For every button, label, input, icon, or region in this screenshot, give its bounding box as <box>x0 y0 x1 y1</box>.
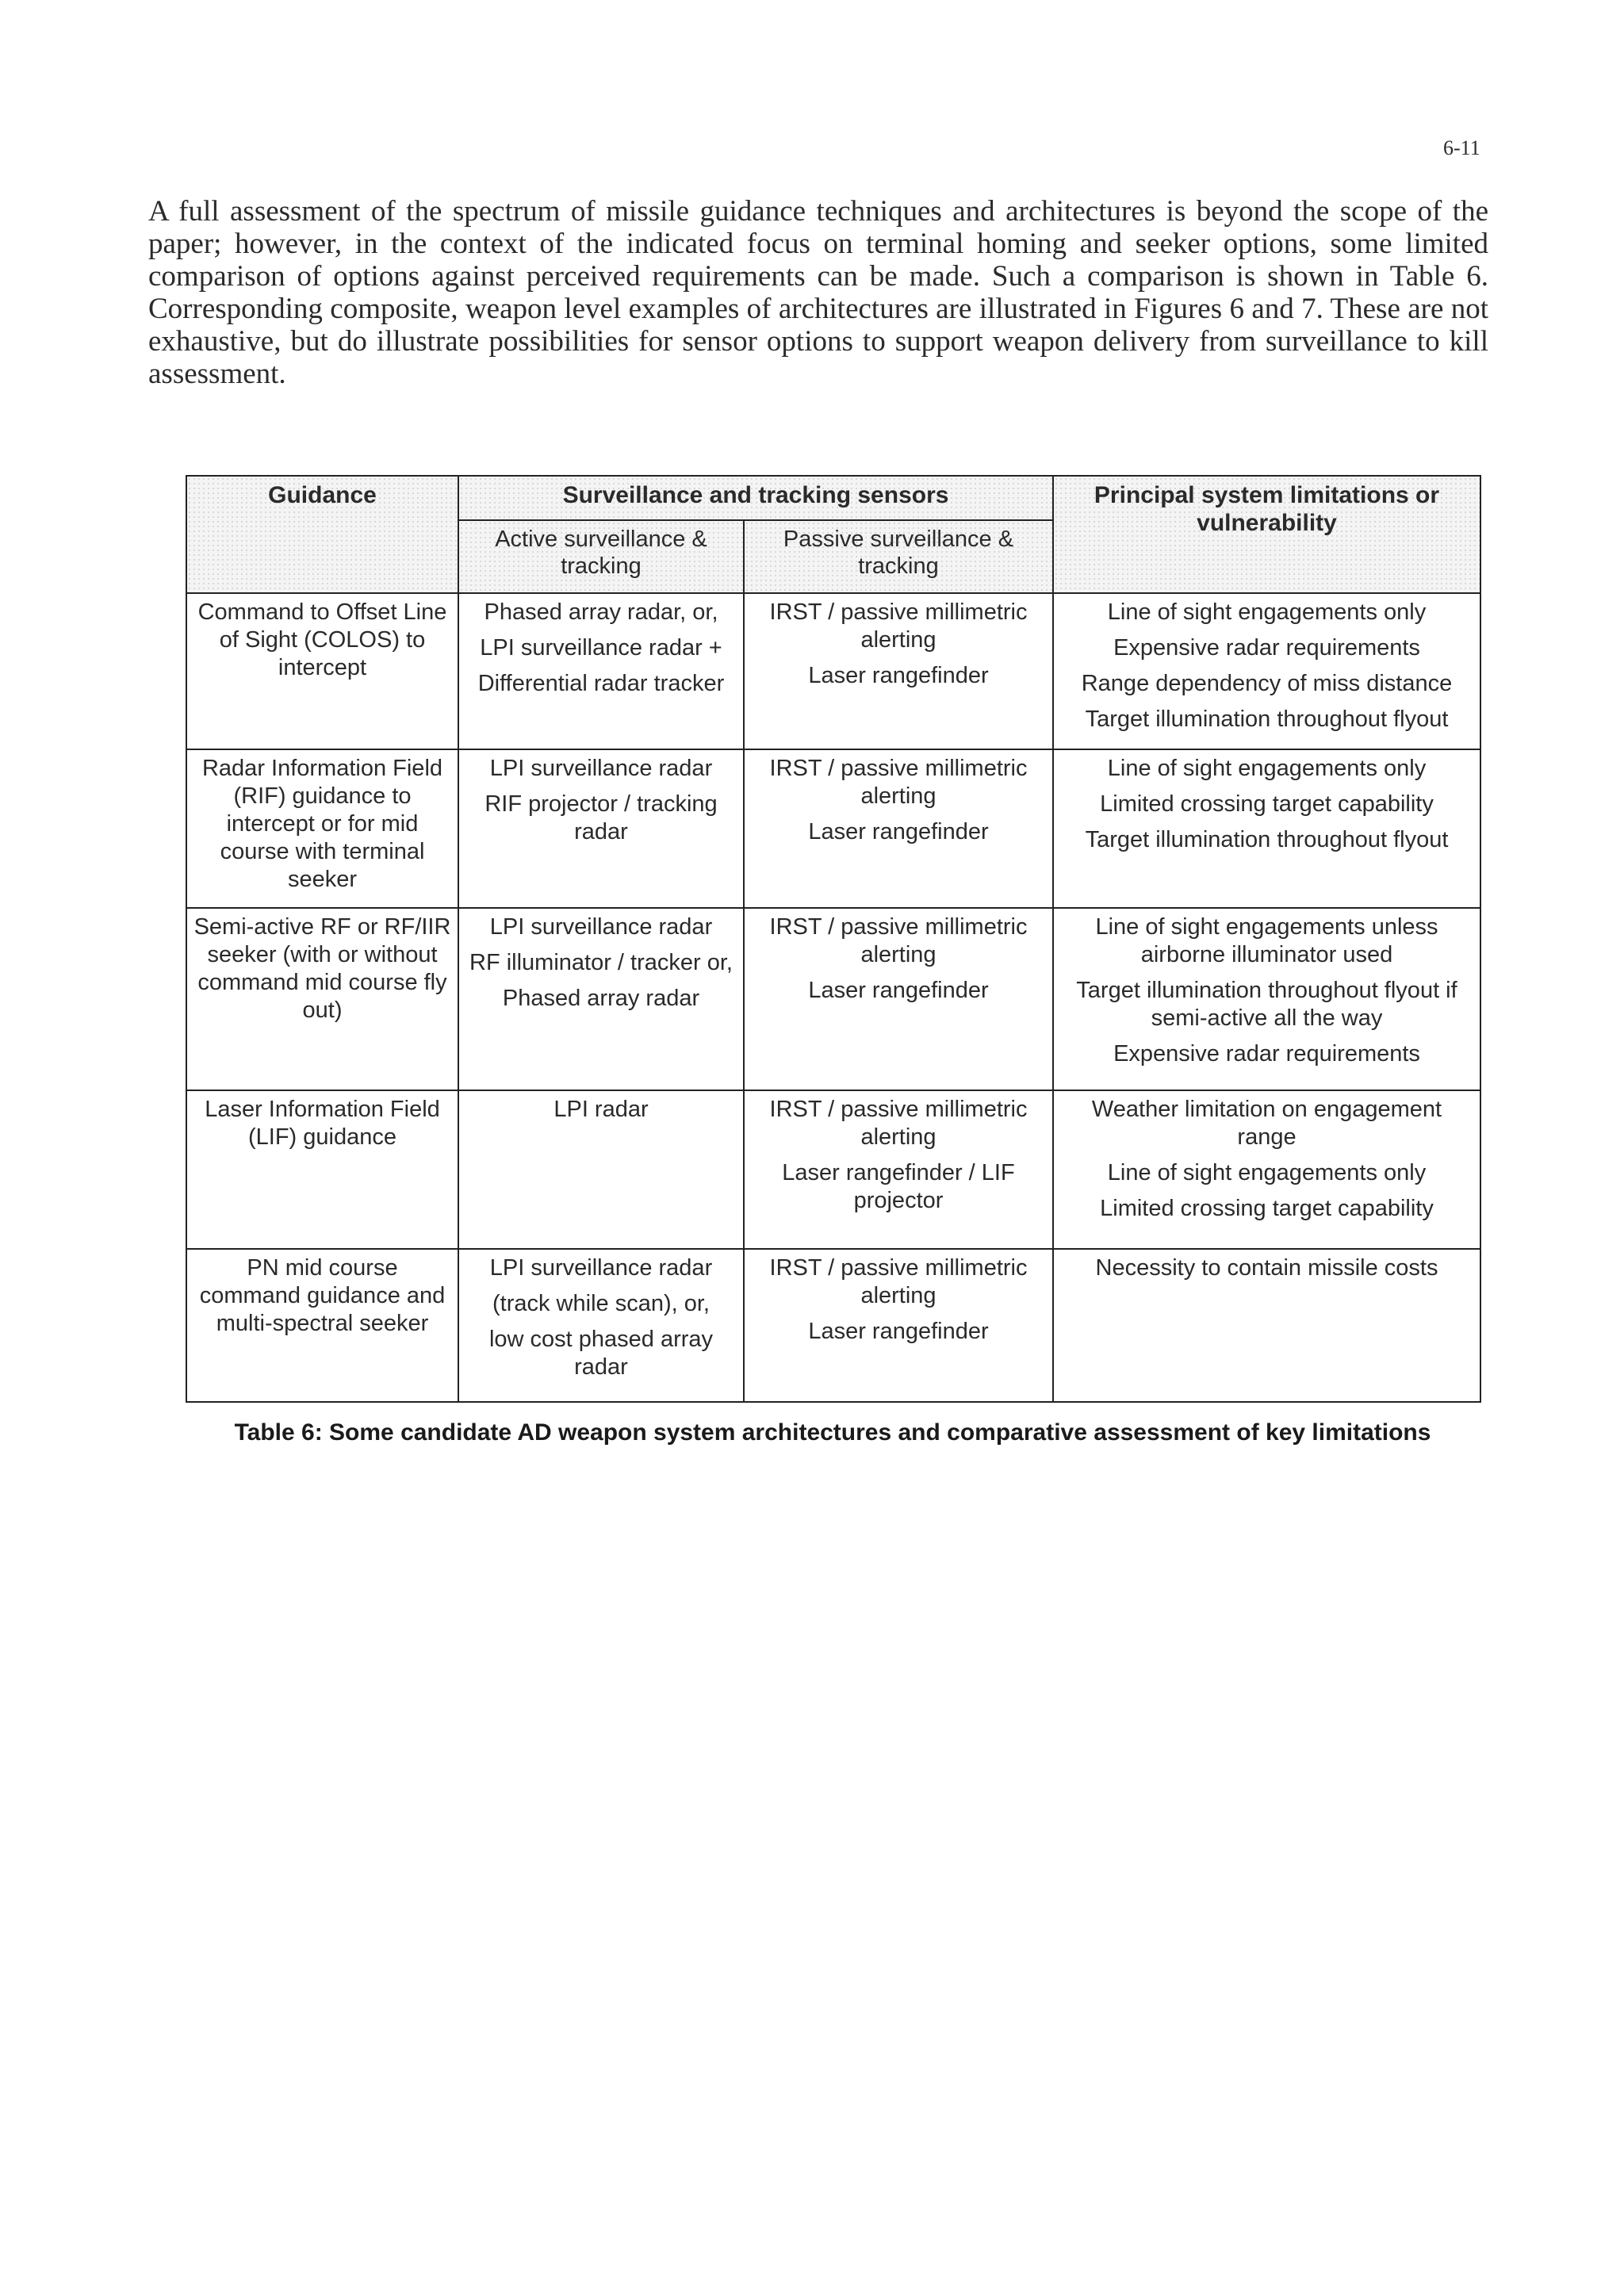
limitations-item: Target illumination throughout flyout <box>1085 707 1449 732</box>
limitations-item: Target illumination throughout flyout if semi-active all the way <box>1076 978 1457 1031</box>
passive-cell <box>744 593 1053 749</box>
active-item: low cost phased array radar <box>488 1327 714 1380</box>
header-guidance: Guidance <box>186 476 458 593</box>
limitations-item: Limited crossing target capability <box>1100 1196 1434 1221</box>
passive-item: IRST / passive millimetric alerting <box>769 914 1028 967</box>
active-item: LPI surveillance radar <box>489 756 713 781</box>
active-item: Differential radar tracker <box>477 671 725 696</box>
table-row <box>186 1249 1480 1402</box>
limitations-cell <box>1053 1249 1480 1402</box>
active-cell <box>458 1090 744 1249</box>
passive-item: IRST / passive millimetric alerting <box>769 1255 1028 1308</box>
guidance-cell: Semi-active RF or RF/IIR seeker (with or without command mid course fly out) <box>186 908 458 1090</box>
passive-item: IRST / passive millimetric alerting <box>769 756 1028 809</box>
limitations-item: Line of sight engagements only <box>1107 756 1427 781</box>
limitations-cell <box>1053 593 1480 749</box>
page-number: 6-11 <box>1443 136 1480 159</box>
passive-cell <box>744 1090 1053 1249</box>
limitations-item: Necessity to contain missile costs <box>1095 1255 1438 1281</box>
passive-item: Laser rangefinder / LIF projector <box>782 1160 1015 1213</box>
intro-paragraph: A full assessment of the spectrum of missile guidance techniques and architectures is beyond the scope of the paper; however, in the context of the indicated focus on terminal homing and seeker options, some limited comparison of options against perceived requirements can be made. Such a comparison is shown in Table 6. Corresponding composite, weapon level examples of architectures are illustrated in Figures 6 and 7. These are not exhaustive, but do illustrate possibilities for sensor options to support weapon delivery from surveillance to kill assessment. <box>148 195 1488 390</box>
limitations-item: Target illumination throughout flyout <box>1085 827 1449 852</box>
limitations-cell <box>1053 749 1480 908</box>
architecture-comparison-table <box>186 475 1481 1403</box>
header-active: Active surveillance & tracking <box>458 520 744 593</box>
limitations-item: Limited crossing target capability <box>1100 791 1434 817</box>
header-sensors-group: Surveillance and tracking sensors <box>458 476 1053 520</box>
limitations-item: Line of sight engagements only <box>1107 599 1427 625</box>
active-item: RF illuminator / tracker or, <box>469 950 733 975</box>
active-item: LPI surveillance radar <box>489 914 713 940</box>
table-row <box>186 593 1480 749</box>
active-cell <box>458 1249 744 1402</box>
active-item: RIF projector / tracking radar <box>485 791 718 844</box>
passive-item: Laser rangefinder <box>808 819 989 844</box>
passive-item: Laser rangefinder <box>808 978 989 1003</box>
passive-item: IRST / passive millimetric alerting <box>769 599 1028 653</box>
table-row <box>186 749 1480 908</box>
table-row <box>186 908 1480 1090</box>
header-passive: Passive surveillance & tracking <box>744 520 1053 593</box>
limitations-item: Line of sight engagements only <box>1107 1160 1427 1185</box>
table-row <box>186 1090 1480 1249</box>
passive-item: Laser rangefinder <box>808 663 989 688</box>
guidance-cell: Radar Information Field (RIF) guidance to intercept or for mid course with terminal seeker <box>186 749 458 908</box>
guidance-cell: PN mid course command guidance and multi-spectral seeker <box>186 1249 458 1402</box>
limitations-item: Line of sight engagements unless airborne illuminator used <box>1095 914 1438 967</box>
limitations-item: Expensive radar requirements <box>1113 1041 1420 1067</box>
passive-item: Laser rangefinder <box>808 1319 989 1344</box>
limitations-item: Expensive radar requirements <box>1113 635 1420 661</box>
active-item: Phased array radar, or, <box>484 599 718 625</box>
active-item: LPI surveillance radar <box>489 1255 713 1281</box>
passive-cell <box>744 749 1053 908</box>
passive-cell <box>744 908 1053 1090</box>
limitations-cell <box>1053 908 1480 1090</box>
guidance-cell: Laser Information Field (LIF) guidance <box>186 1090 458 1249</box>
limitations-cell <box>1053 1090 1480 1249</box>
active-item: LPI surveillance radar + <box>480 635 722 661</box>
passive-cell <box>744 1249 1053 1402</box>
active-item: Phased array radar <box>502 986 700 1011</box>
header-limitations: Principal system limitations or vulnerability <box>1053 476 1480 593</box>
limitations-item: Weather limitation on engagement range <box>1091 1097 1442 1150</box>
limitations-item: Range dependency of miss distance <box>1081 671 1453 696</box>
active-cell <box>458 593 744 749</box>
passive-item: IRST / passive millimetric alerting <box>769 1097 1028 1150</box>
table-caption: Table 6: Some candidate AD weapon system architectures and comparative assessment of key limitations <box>234 1419 1431 1446</box>
active-item: (track while scan), or, <box>492 1291 710 1316</box>
guidance-cell: Command to Offset Line of Sight (COLOS) to intercept <box>186 593 458 749</box>
active-cell <box>458 908 744 1090</box>
active-cell <box>458 749 744 908</box>
active-item: LPI radar <box>553 1097 649 1122</box>
